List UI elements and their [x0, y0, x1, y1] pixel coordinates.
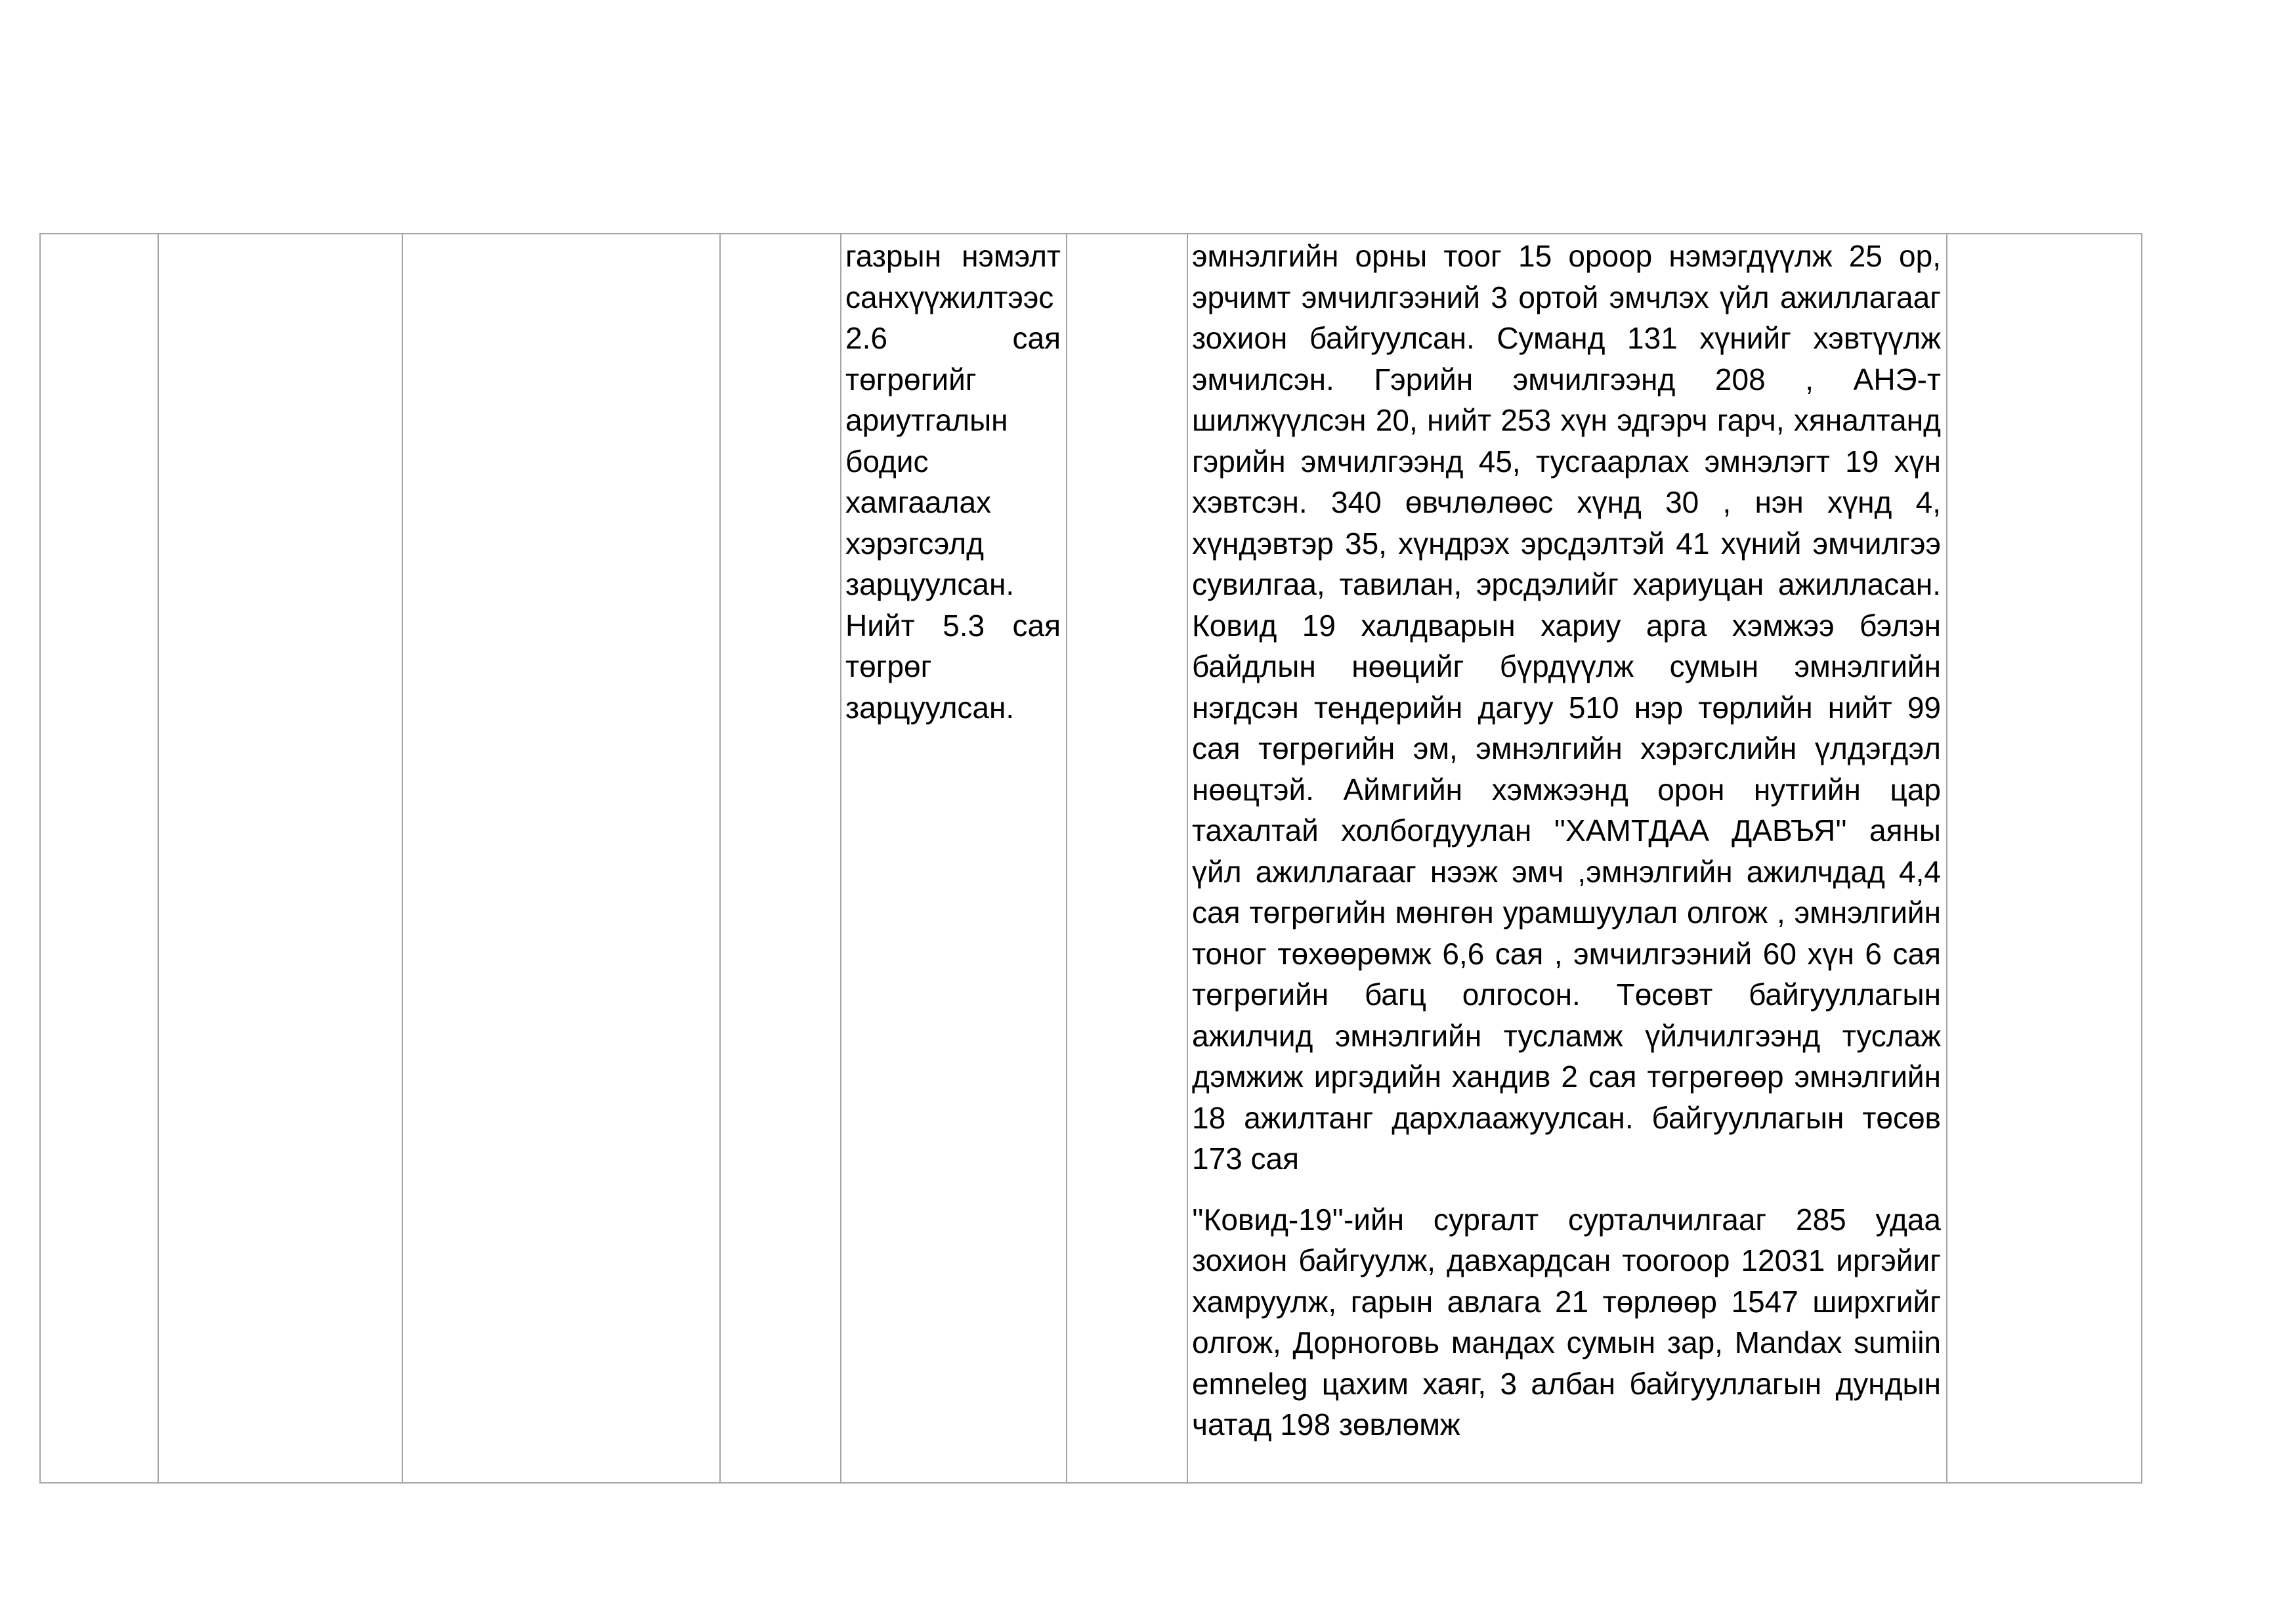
table-cell-col6	[1067, 234, 1187, 1483]
table-cell-funding	[841, 234, 1067, 1483]
table-cell-col8	[1947, 234, 2142, 1483]
report-table	[39, 233, 2142, 1484]
table-cell-col3	[402, 234, 720, 1483]
table-row	[40, 234, 2142, 1483]
table-cell-col1	[40, 234, 158, 1483]
table-cell-col4	[720, 234, 841, 1483]
table-cell-activity	[1187, 234, 1947, 1483]
funding-text: газрын нэмэлт санхүүжилтээс 2.6 сая төгрөгийг ариутгалын бодис хамгаалах хэрэгсэлд зарцуулсан. Нийт 5.3 сая төгрөг зарцуулсан.	[845, 239, 1061, 725]
table-cell-col2	[158, 234, 402, 1483]
activity-paragraph-1: эмнэлгийн орны тоог 15 ороор нэмэгдүүлж 25 ор, эрчимт эмчилгээний 3 ортой эмчлэх үйл ажиллагааг зохион байгуулсан. Суманд 131 хүнийг хэвтүүлж эмчилсэн. Гэрийн эмчилгээнд 208 , АНЭ-т шилжүүлсэн 20, нийт 253 хүн эдгэрч гарч, хяналтанд гэрийн эмчилгээнд 45, тусгаарлах эмнэлэгт 19 хүн хэвтсэн. 340 өвчлөлөөс хүнд 30 , нэн хүнд 4, хүндэвтэр 35, хүндрэх эрсдэлтэй 41 хүний эмчилгээ сувилгаа, тавилан, эрсдэлийг хариуцан ажилласан. Ковид 19 халдварын хариу арга хэмжээ бэлэн байдлын нөөцийг бүрдүүлж сумын эмнэлгийн нэгдсэн тендерийн дагуу 510 нэр төрлийн нийт 99 сая төгрөгийн эм, эмнэлгийн хэрэгслийн үлдэгдэл нөөцтэй. Аймгийн хэмжээнд орон нутгийн цар тахалтай холбогдуулан ''ХАМТДАА ДАВЪЯ'' аяны үйл ажиллагааг нээж эмч ,эмнэлгийн ажилчдад 4,4 сая төгрөгийн мөнгөн урамшуулал олгож , эмнэлгийн тоног төхөөрөмж 6,6 сая , эмчилгээний 60 хүн 6 сая төгрөгийн багц олгосон. Төсөвт байгууллагын ажилчид эмнэлгийн тусламж үйлчилгээнд туслаж дэмжиж иргэдийн хандив 2 сая төгрөгөөр эмнэлгийн 18 ажилтанг дархлаажуулсан. байгууллагын төсөв 173 сая	[1192, 239, 1941, 1176]
activity-paragraph-2: ''Ковид-19''-ийн сургалт сурталчилгааг 285 удаа зохион байгуулж, давхардсан тоогоор 12031 иргэйиг хамруулж, гарын авлага 21 төрлөөр 1547 ширхгийг олгож, Дорноговь мандах сумын зар, Mandax sumiin emneleg цахим хаяг, 3 албан байгууллагын дундын чатад 198 зөвлөмж	[1192, 1202, 1941, 1442]
